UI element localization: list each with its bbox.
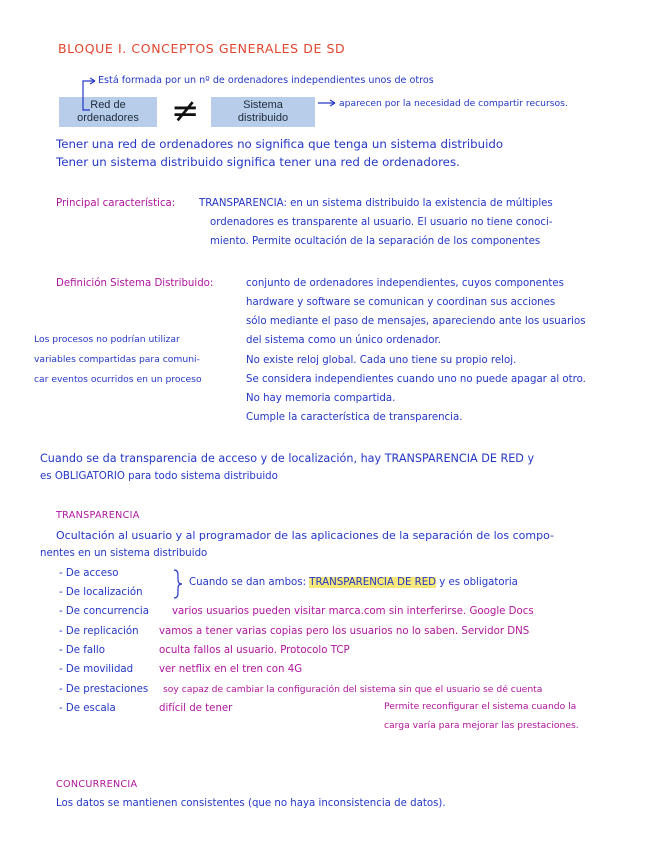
transparencia-def-1: Ocultación al usuario y al programador de las aplicaciones de la separación de los compo- [56, 529, 554, 542]
side-note-3: car eventos ocurridos en un proceso [34, 374, 202, 385]
concurrencia-heading: CONCURRENCIA [56, 779, 138, 790]
side-note-1: Los procesos no podrían utilizar [34, 334, 180, 345]
principal-label: Principal característica: [56, 198, 176, 209]
item-prestaciones: - De prestaciones [59, 684, 149, 695]
item-replicacion: - De replicación [59, 626, 139, 637]
diagram-top-note: Está formada por un nº de ordenadores independientes unos de otros [98, 75, 434, 86]
item-movilidad-note: ver netflix en el tren con 4G [159, 664, 303, 675]
item-concurrencia-note: varios usuarios pueden visitar marca.com sin interferirse. Google Docs [172, 606, 534, 617]
brace-note-highlight: TRANSPARENCIA DE RED [309, 577, 437, 588]
box-sd-line2: distribuido [237, 112, 289, 124]
item-concurrencia: - De concurrencia [59, 606, 149, 617]
item-escala: - De escala [59, 703, 116, 714]
transparencia-def-2: nentes en un sistema distribuido [40, 548, 208, 559]
definicion-line-8: Cumple la característica de transparencia. [246, 412, 463, 423]
item-escala-note: difícil de tener [159, 703, 233, 714]
transparencia-red-line-1: Cuando se da transparencia de acceso y de localización, hay TRANSPARENCIA DE RED y [40, 452, 535, 465]
side-note-2: variables compartidas para comuni- [34, 354, 200, 365]
box-red-line2: ordenadores [77, 112, 139, 124]
page-title: BLOQUE I. CONCEPTOS GENERALES DE SD [58, 41, 346, 56]
item-acceso: - De acceso [59, 568, 119, 579]
item-fallo: - De fallo [59, 645, 105, 656]
definicion-line-1: conjunto de ordenadores independientes, cuyos componentes [246, 278, 564, 289]
definicion-line-5: No existe reloj global. Cada uno tiene su propio reloj. [246, 355, 517, 366]
principal-line-2: ordenadores es transparente al usuario. El usuario no tiene conoci- [210, 217, 553, 228]
not-equal-icon: ≠ [171, 91, 200, 131]
prestaciones-extra-2: carga varía para mejorar las prestaciones. [384, 720, 579, 731]
item-prestaciones-note: soy capaz de cambiar la configuración del sistema sin que el usuario se dé cuenta [163, 684, 543, 695]
brace-note-suffix: y es obligatoria [436, 577, 518, 588]
concurrencia-line: Los datos se mantienen consistentes (que no haya inconsistencia de datos). [56, 798, 446, 809]
item-movilidad: - De movilidad [59, 664, 134, 675]
curly-brace-icon [174, 570, 182, 598]
item-fallo-note: oculta fallos al usuario. Protocolo TCP [159, 645, 350, 656]
brace-note [189, 578, 518, 588]
transparencia-red-line-2: es OBLIGATORIO para todo sistema distribuido [40, 471, 278, 482]
definicion-line-4: del sistema como un único ordenador. [246, 335, 441, 346]
statement-1: Tener una red de ordenadores no significa que tenga un sistema distribuido [56, 137, 504, 151]
diagram-right-note: aparecen por la necesidad de compartir recursos. [339, 98, 568, 109]
definicion-label: Definición Sistema Distribuido: [56, 278, 214, 289]
definicion-line-2: hardware y software se comunican y coordinan sus acciones [246, 297, 556, 308]
item-localizacion: - De localización [59, 587, 143, 598]
brace-note-prefix: Cuando se dan ambos: [189, 577, 310, 588]
statement-2: Tener un sistema distribuido significa tener una red de ordenadores. [56, 155, 460, 169]
bracket-arrow-icon [83, 81, 95, 110]
transparencia-heading: TRANSPARENCIA [56, 510, 140, 521]
prestaciones-extra-1: Permite reconfigurar el sistema cuando la [384, 701, 577, 712]
box-sd-line1: Sistema [243, 99, 283, 111]
item-replicacion-note: vamos a tener varias copias pero los usuarios no lo saben. Servidor DNS [159, 626, 530, 637]
definicion-line-3: sólo mediante el paso de mensajes, apareciendo ante los usuarios [246, 316, 586, 327]
definicion-line-6: Se considera independientes cuando uno no puede apagar al otro. [246, 374, 586, 385]
principal-line-1: TRANSPARENCIA: en un sistema distribuido la existencia de múltiples [199, 198, 553, 209]
definicion-line-7: No hay memoria compartida. [246, 393, 396, 404]
principal-line-3: miento. Permite ocultación de la separación de los componentes [210, 236, 541, 247]
box-red-line1: Red de [90, 99, 126, 111]
